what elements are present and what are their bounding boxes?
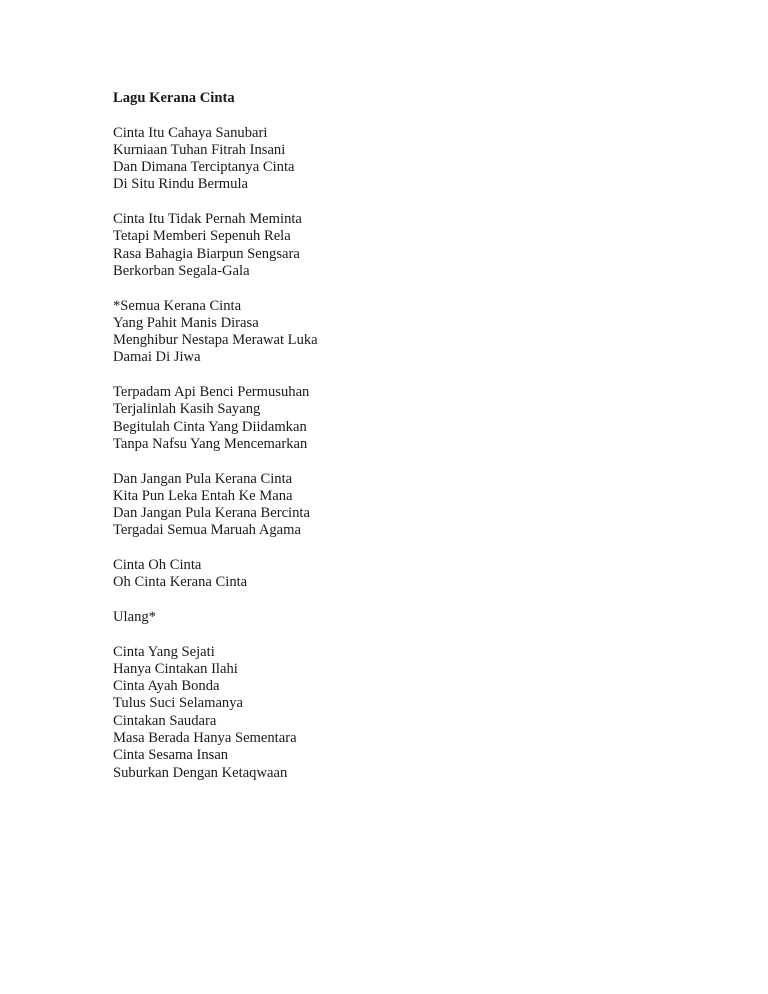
lyric-line: Ulang* <box>113 608 156 625</box>
lyric-line: Tanpa Nafsu Yang Mencemarkan <box>113 435 308 452</box>
lyric-line: Tetapi Memberi Sepenuh Rela <box>113 228 291 245</box>
lyric-line: Di Situ Rindu Bermula <box>113 176 248 193</box>
stanza <box>113 211 673 280</box>
lyric-line: Oh Cinta Kerana Cinta <box>113 574 248 591</box>
stanza <box>113 609 673 626</box>
lyric-line: Cintakan Saudara <box>113 712 217 729</box>
stanza-list <box>113 125 673 782</box>
stanza <box>113 557 673 592</box>
lyric-line: Cinta Itu Cahaya Sanubari <box>113 124 268 141</box>
lyric-line: Terpadam Api Benci Permusuhan <box>113 384 310 401</box>
stanza <box>113 384 673 453</box>
lyric-line: Cinta Itu Tidak Pernah Meminta <box>113 211 302 228</box>
lyric-line: Cinta Yang Sejati <box>113 643 215 660</box>
page-title: Lagu Kerana Cinta <box>113 90 235 106</box>
lyric-line: Suburkan Dengan Ketaqwaan <box>113 764 288 781</box>
lyric-line: Terjalinlah Kasih Sayang <box>113 401 261 418</box>
lyric-line: Berkorban Segala-Gala <box>113 262 250 279</box>
lyric-line: Cinta Sesama Insan <box>113 747 229 764</box>
lyrics-content <box>113 90 673 799</box>
lyric-line: Damai Di Jiwa <box>113 349 201 366</box>
lyric-line: Hanya Cintakan Ilahi <box>113 660 238 677</box>
lyric-line: Tulus Suci Selamanya <box>113 695 243 712</box>
lyric-line: Tergadai Semua Maruah Agama <box>113 522 301 539</box>
lyric-line: Dan Dimana Terciptanya Cinta <box>113 159 295 176</box>
lyric-line: Begitulah Cinta Yang Diidamkan <box>113 418 307 435</box>
lyric-line: Rasa Bahagia Biarpun Sengsara <box>113 245 300 262</box>
lyric-line: Kurniaan Tuhan Fitrah Insani <box>113 141 286 158</box>
lyric-line: Kita Pun Leka Entah Ke Mana <box>113 487 293 504</box>
lyric-line: Menghibur Nestapa Merawat Luka <box>113 332 318 349</box>
lyric-line: Masa Berada Hanya Sementara <box>113 729 297 746</box>
lyric-line: Dan Jangan Pula Kerana Bercinta <box>113 505 310 522</box>
stanza <box>113 471 673 540</box>
stanza <box>113 644 673 782</box>
stanza <box>113 298 673 367</box>
stanza <box>113 125 673 194</box>
lyric-line: Dan Jangan Pula Kerana Cinta <box>113 470 293 487</box>
lyric-line: Cinta Oh Cinta <box>113 557 202 574</box>
lyric-line: Cinta Ayah Bonda <box>113 678 220 695</box>
lyric-line: Yang Pahit Manis Dirasa <box>113 314 259 331</box>
lyric-line: *Semua Kerana Cinta <box>113 297 242 314</box>
